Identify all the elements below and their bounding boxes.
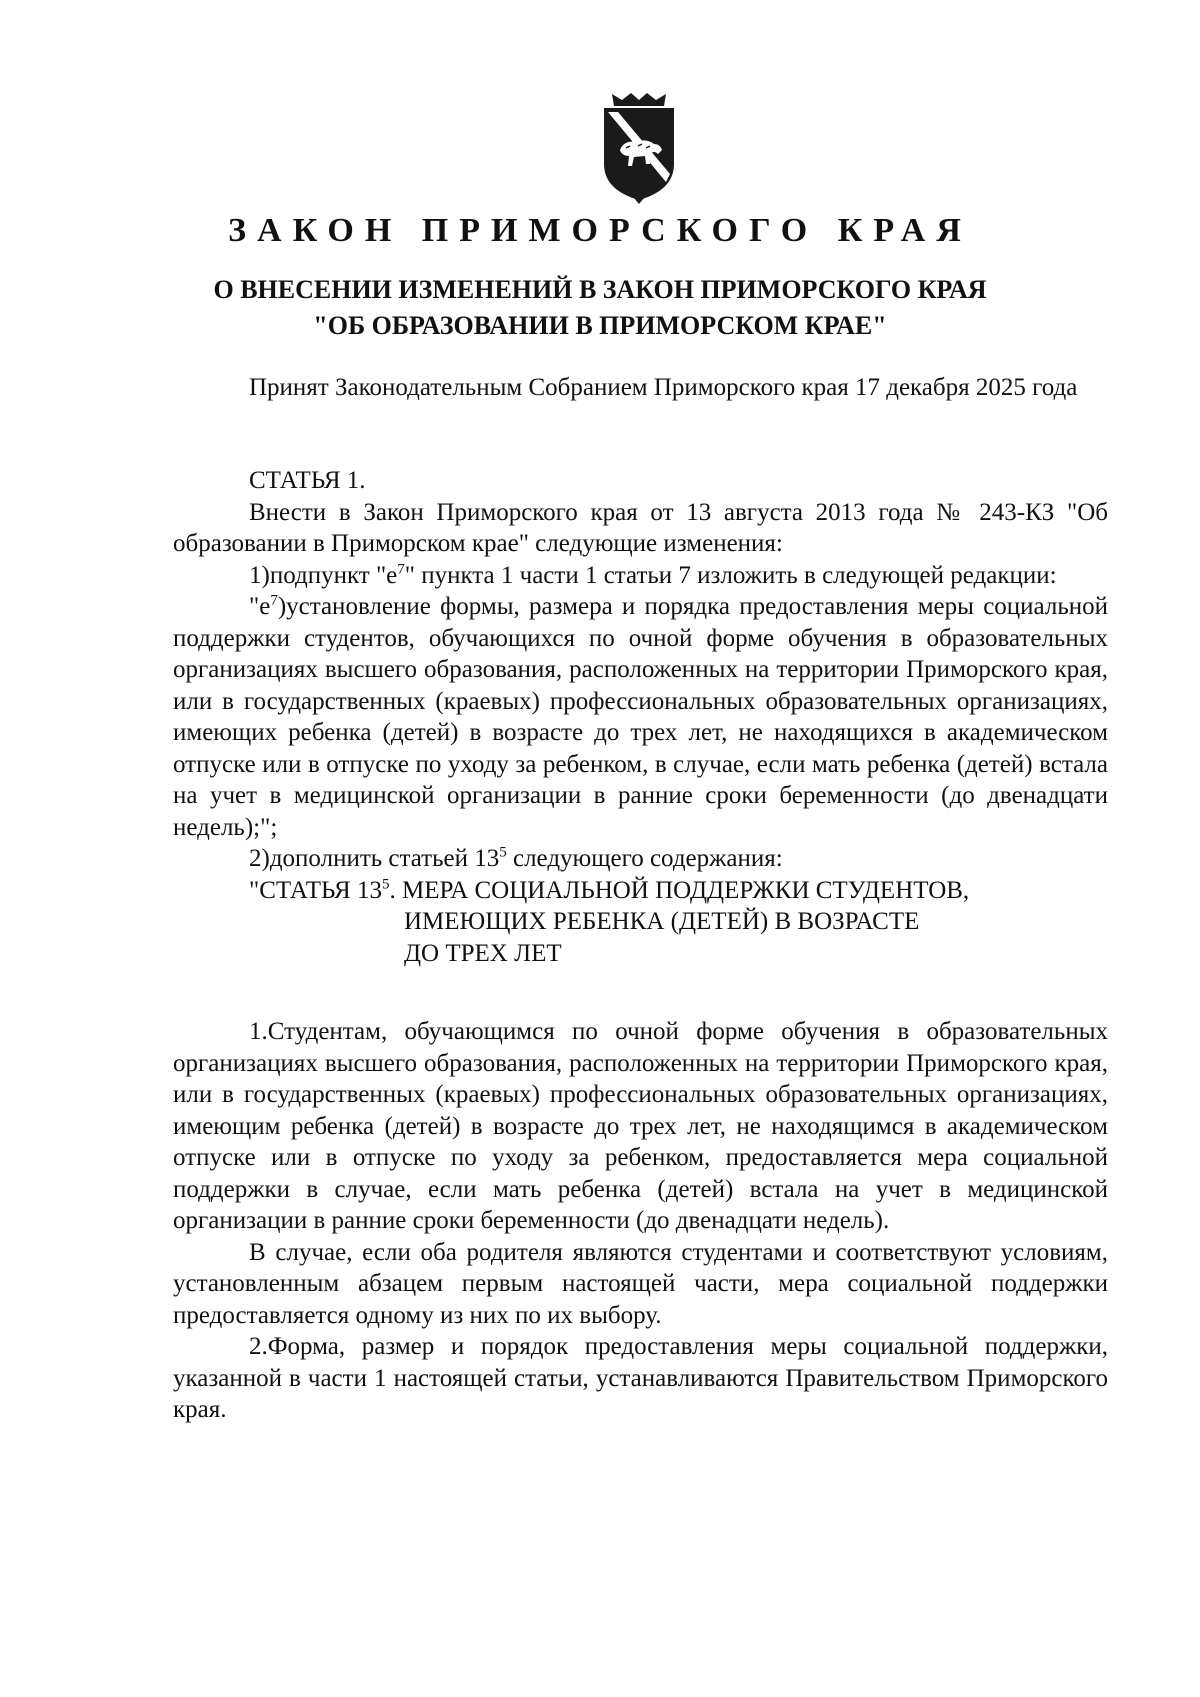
article-1-intro: Внести в Закон Приморского края от 13 августа 2013 года № 243-КЗ "Об образовании в Приморском крае" следующие изменения: [173,498,1108,557]
new-article-part-1-second-paragraph: В случае, если оба родителя являются студентами и соответствуют условиям, установленным абзацем первым настоящей части, мера социальной поддержки предоставляется одному из них по их выбору. [173,1238,1108,1329]
amendment-item-1: 1)подпункт "$е^7$" пункта 1 части 1 статьи 7 изложить в следующей редакции: [249,561,1057,589]
adoption-note: Принят Законодательным Собранием Приморского края 17 декабря 2025 года [249,374,1078,401]
law-subtitle [0,272,1200,344]
new-article-title [249,875,1108,970]
primorsky-krai-coat-of-arms-icon [598,92,680,204]
subtitle-line-2: "ОБ ОБРАЗОВАНИИ В ПРИМОРСКОМ КРАЕ" [313,311,887,340]
amendment-item-2: 2)дополнить статьей $13^5$ следующего содержания: [249,844,783,872]
new-article-part-2: 2.Форма, размер и порядок предоставления меры социальной поддержки, указанной в части 1 настоящей статьи, устанавливаются Правительством Приморского края. [173,1333,1108,1423]
law-body [173,465,1108,1426]
subtitle-line-1: О ВНЕСЕНИИ ИЗМЕНЕНИЙ В ЗАКОН ПРИМОРСКОГО КРАЯ [213,275,987,304]
new-article-part-1: 1.Студентам, обучающимся по очной форме обучения в образовательных организациях высшего образования, расположенных на территории Приморского края, или в государственных (краевых) профессиональных образовательных организациях, имеющим ребенка (детей) в возрасте до трех лет, не находящимся в академическом отпуске или в отпуске по уходу за ребенком, предоставляется мера социальной поддержки в случае, если мать ребенка (детей) встала на учет в медицинской организации в ранние сроки беременности (до двенадцати недель). [173,1018,1108,1234]
new-article-title-line-2: ИМЕЮЩИХ РЕБЕНКА (ДЕТЕЙ) В ВОЗРАСТЕ [404,908,920,935]
new-article-title-line-3: ДО ТРЕХ ЛЕТ [404,939,562,967]
new-article-title-line-1: "СТАТЬЯ $13^5$. МЕРА СОЦИАЛЬНОЙ ПОДДЕРЖКИ СТУДЕНТОВ, [249,876,970,904]
amendment-quote: "$е^7)установление$ формы, размера и порядка предоставления меры социальной поддержки студентов, обучающихся по очной форме обучения в образовательных организациях высшего образования, расположенных на территории Приморского края, или в государственных (краевых) профессиональных образовательных организациях, имеющих ребенка (детей) в возрасте до трех лет, не находящихся в академическом отпуске или в отпуске по уходу за ребенком, в случае, если мать ребенка (детей) встала на учет в медицинской организации в ранние сроки беременности (до двенадцати недель);"; [173,592,1108,841]
law-title: ЗАКОН ПРИМОРСКОГО КРАЯ [228,212,972,249]
article-1-heading: СТАТЬЯ 1. [249,467,366,494]
adoption-note-block [173,372,1108,404]
